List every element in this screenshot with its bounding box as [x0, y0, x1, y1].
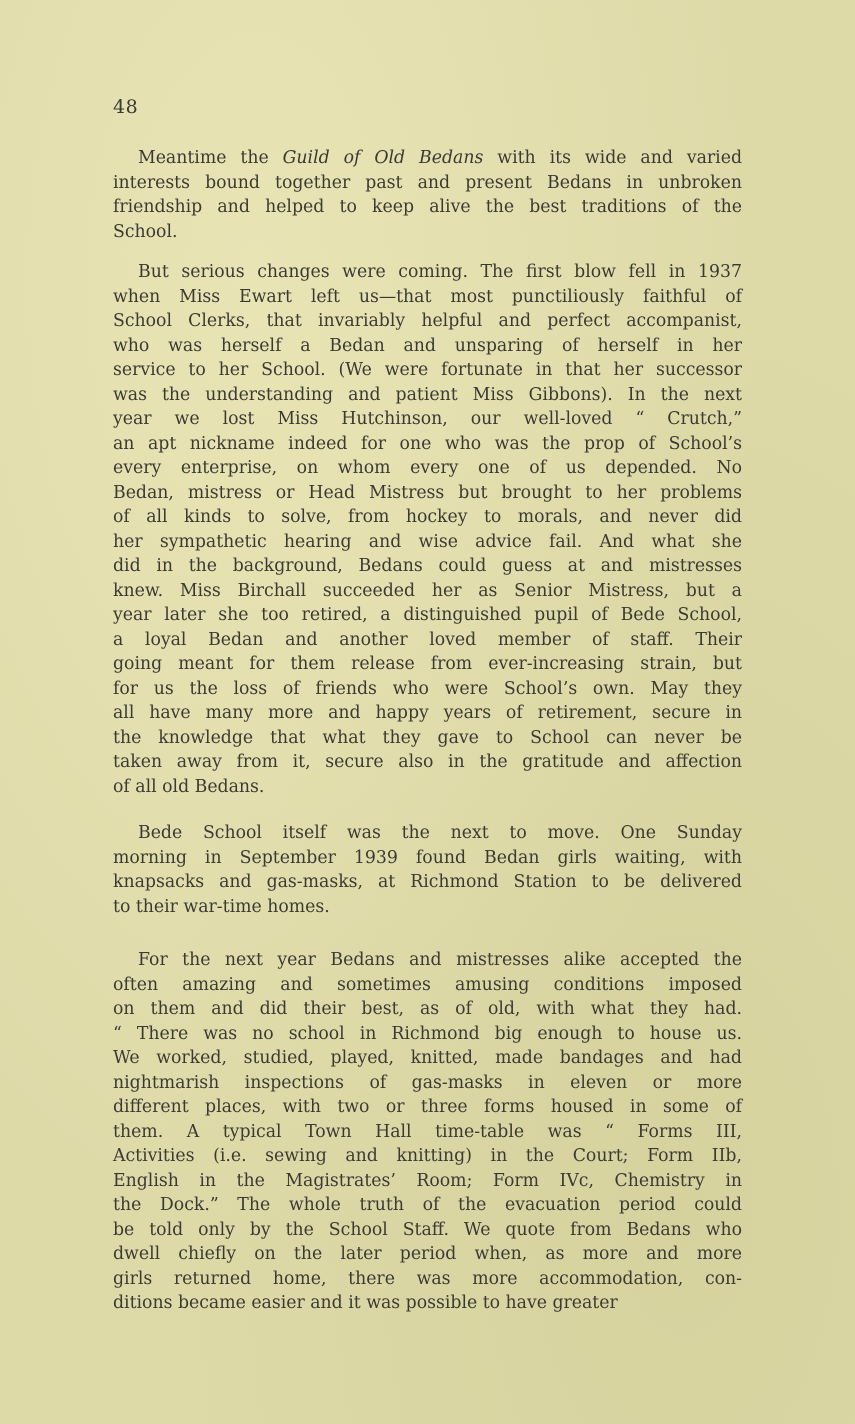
paragraph-line: For the next year Bedans and mistresses alike accepted the — [138, 950, 742, 970]
paragraph-line: on them and did their best, as of old, with what they had. — [113, 999, 742, 1019]
paragraph-line: a loyal Bedan and another loved member of staff. Their — [113, 629, 742, 650]
paragraph-line: Bede School itself was the next to move. One Sunday — [138, 823, 742, 843]
paragraph-line: an apt nickname indeed for one who was the prop of School’s — [113, 433, 742, 454]
paragraph-line: to their war-time homes. — [113, 896, 330, 917]
paragraph-line: “ There was no school in Richmond big enough to house us. — [113, 1023, 742, 1044]
line-segment: Meantime the — [138, 148, 283, 168]
paragraph-line: friendship and helped to keep alive the best traditions of the — [113, 197, 742, 217]
paragraph-line: knapsacks and gas-masks, at Richmond Station to be delivered — [113, 872, 742, 892]
paragraph-line: knew. Miss Birchall succeeded her as Senior Mistress, but a — [113, 580, 742, 601]
paragraph-line: every enterprise, on whom every one of us depended. No — [113, 458, 742, 478]
paragraph-line: her sympathetic hearing and wise advice fail. And what she — [113, 531, 742, 552]
paragraph-line: We worked, studied, played, knitted, made bandages and had — [113, 1048, 742, 1068]
paragraph-line: who was herself a Bedan and unsparing of herself in her — [113, 335, 742, 356]
paragraph-line: morning in September 1939 found Bedan girls waiting, with — [113, 847, 742, 868]
paragraph-line: interests bound together past and present Bedans in unbroken — [113, 172, 742, 193]
paragraph-line: year we lost Miss Hutchinson, our well-loved “ Crutch,” — [113, 409, 742, 429]
paragraph-line: was the understanding and patient Miss Gibbons). In the next — [113, 384, 742, 405]
paragraph-line: But serious changes were coming. The first blow fell in 1937 — [138, 262, 742, 282]
paragraph-changes — [113, 260, 742, 799]
paragraph-line: School. — [113, 221, 178, 242]
paragraph-line: the knowledge that what they gave to School can never be — [113, 727, 742, 748]
paragraph-line: of all old Bedans. — [113, 776, 265, 797]
paragraph-line: did in the background, Bedans could guess at and mistresses — [113, 556, 742, 576]
paragraph-line: of all kinds to solve, from hockey to morals, and never did — [113, 507, 742, 527]
paragraph-line: School Clerks, that invariably helpful and perfect accompanist, — [113, 311, 742, 331]
paragraph-line: them. A typical Town Hall time-table was “ Forms III, — [113, 1121, 742, 1142]
paragraph-line: often amazing and sometimes amusing conditions imposed — [113, 974, 742, 995]
paragraph-line: Bedan, mistress or Head Mistress but brought to her problems — [113, 482, 742, 503]
line-segment: with its wide and varied — [483, 148, 743, 168]
paragraph-line: English in the Magistrates’ Room; Form IVc, Chemistry in — [113, 1170, 742, 1191]
paragraph-evacuation — [113, 948, 742, 1316]
paragraph-line: dwell chiefly on the later period when, as more and more — [113, 1244, 742, 1264]
paragraph-line: Activities (i.e. sewing and knitting) in the Court; Form IIb, — [113, 1146, 742, 1166]
paragraph-line: the Dock.” The whole truth of the evacuation period could — [113, 1195, 742, 1215]
paragraph-line: taken away from it, secure also in the gratitude and affection — [113, 752, 742, 772]
paragraph-line: year later she too retired, a distinguished pupil of Bede School, — [113, 605, 742, 625]
page-number: 48 — [113, 96, 139, 118]
paragraph-line: nightmarish inspections of gas-masks in eleven or more — [113, 1072, 742, 1093]
paragraph-line: ditions became easier and it was possible to have greater — [113, 1293, 618, 1313]
paragraph-line: all have many more and happy years of retirement, secure in — [113, 703, 742, 723]
paragraph-line: different places, with two or three forms housed in some of — [113, 1097, 742, 1117]
paragraph-line — [113, 146, 742, 171]
paragraph-line: service to her School. (We were fortunate in that her successor — [113, 360, 742, 380]
guild-title-italic: Guild of Old Bedans — [282, 148, 484, 168]
paragraph-line: be told only by the School Staff. We quote from Bedans who — [113, 1219, 742, 1240]
paragraph-line: when Miss Ewart left us—that most punctiliously faithful of — [113, 286, 742, 307]
paragraph-line: for us the loss of friends who were School’s own. May they — [113, 678, 742, 699]
paragraph-line: girls returned home, there was more accommodation, con- — [113, 1268, 742, 1289]
paragraph-move — [113, 821, 742, 919]
paragraph-line: going meant for them release from ever-increasing strain, but — [113, 654, 742, 674]
paragraph-guild — [113, 146, 742, 244]
